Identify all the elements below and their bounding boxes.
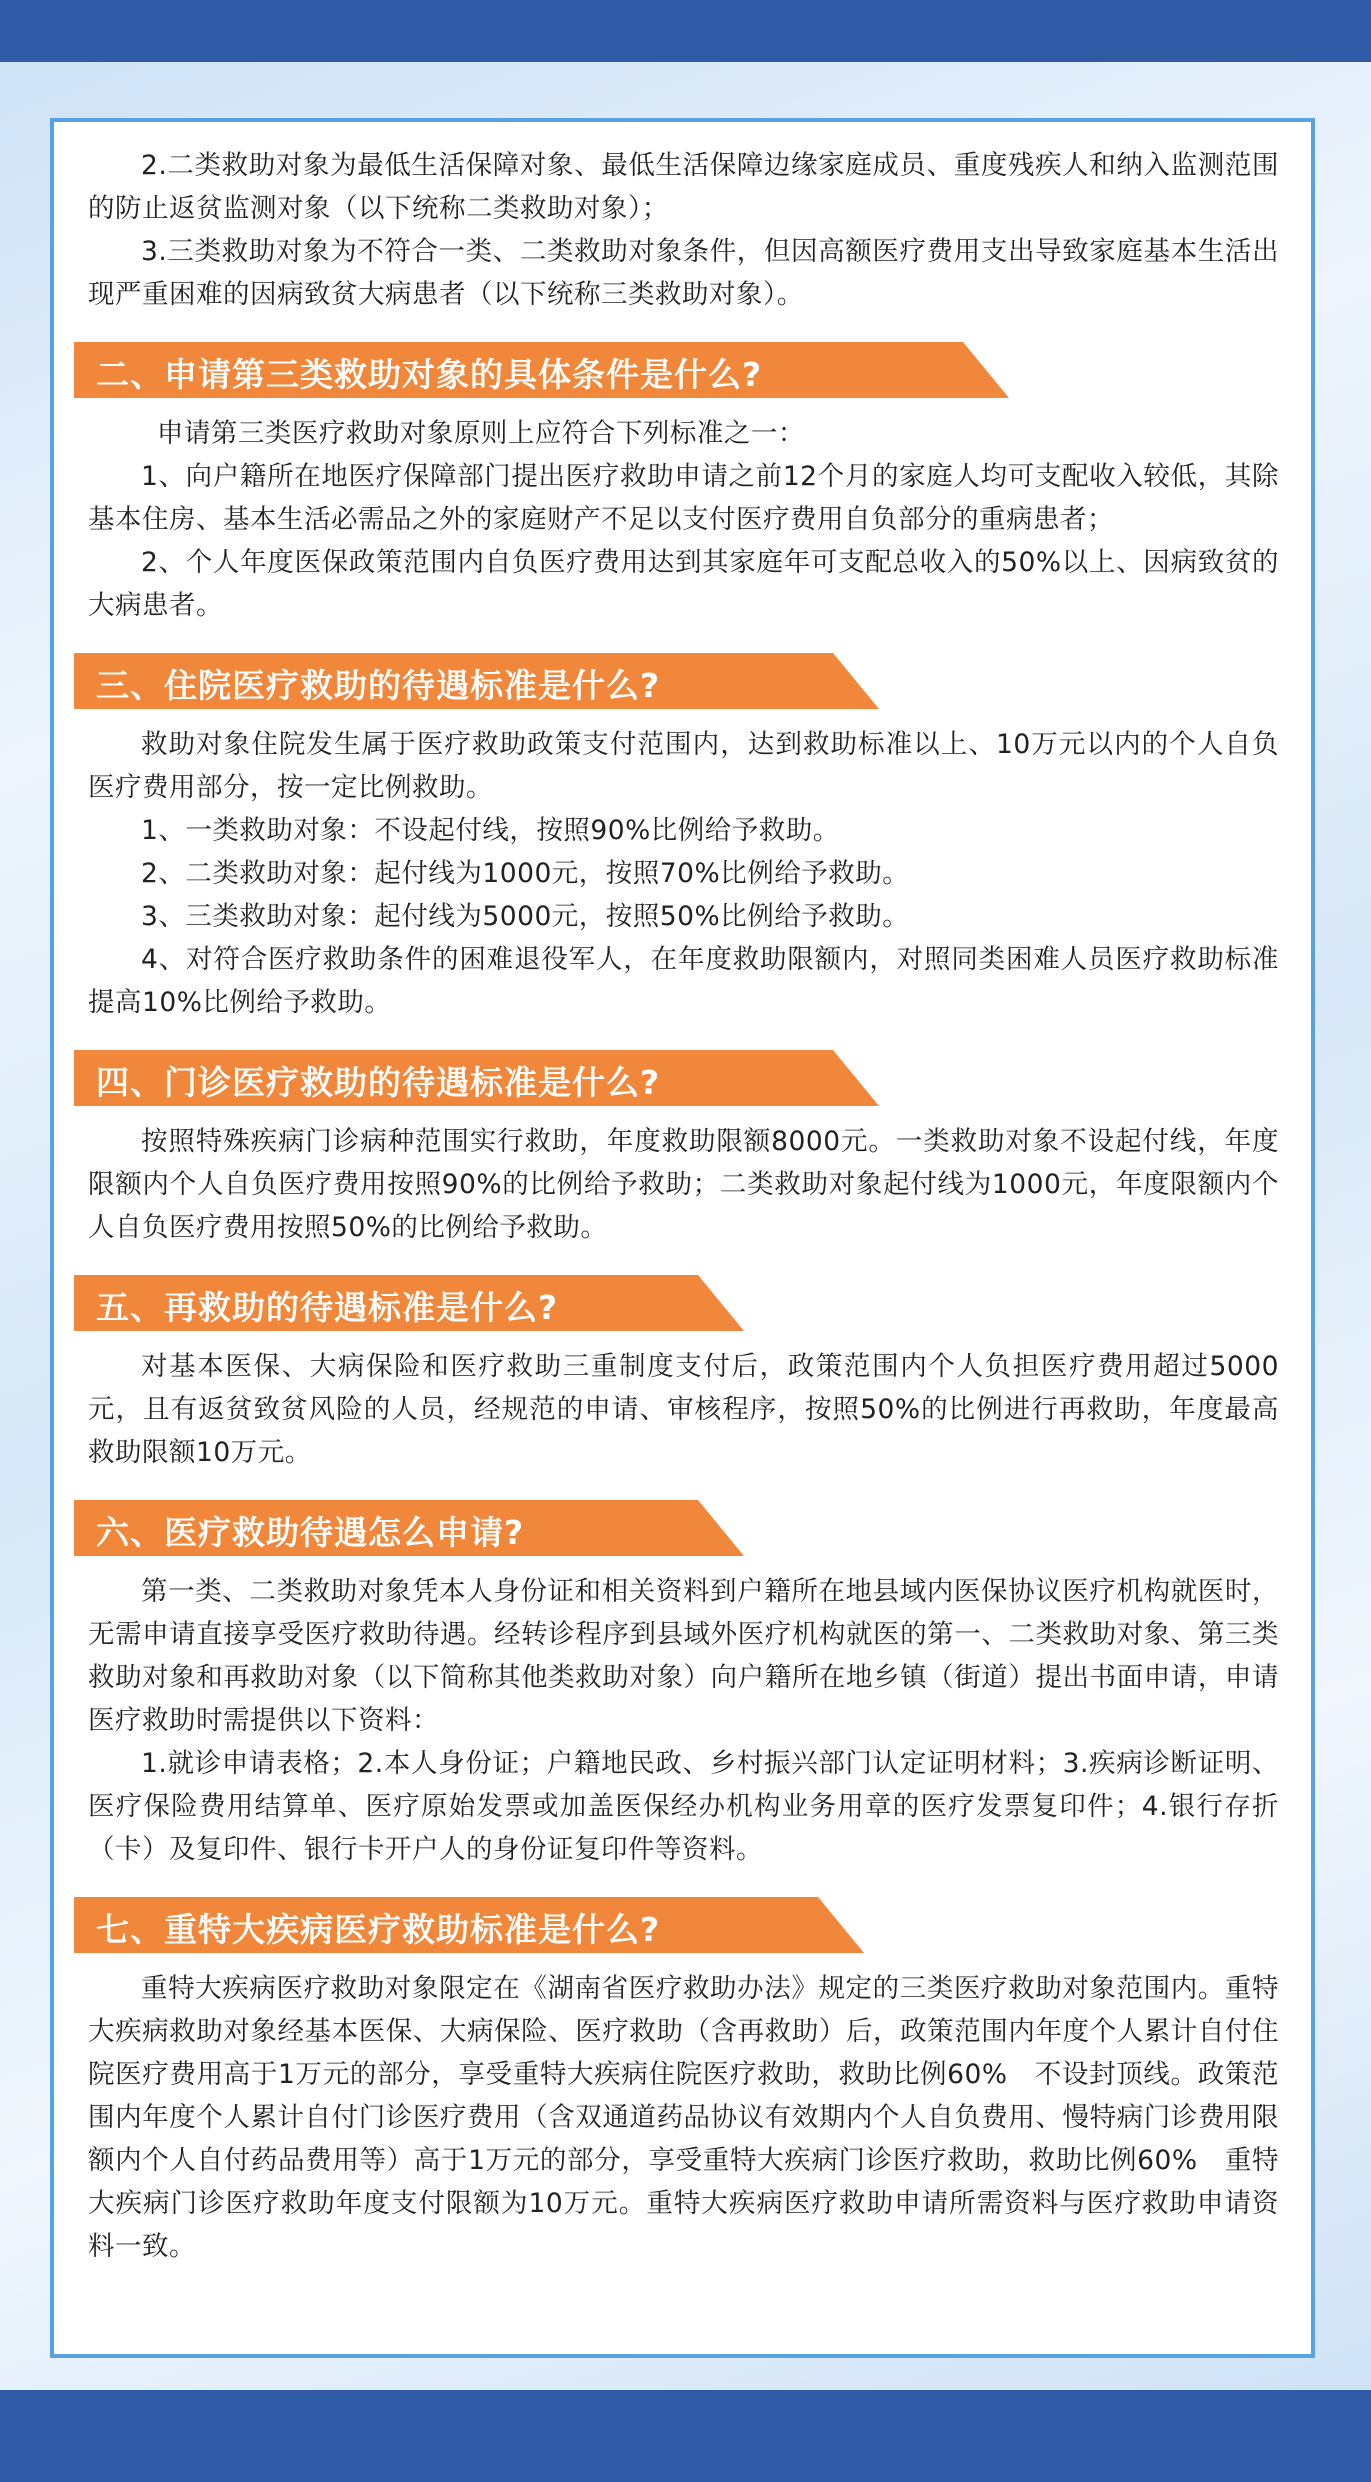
section-title: 三、住院医疗救助的待遇标准是什么? — [96, 666, 661, 705]
section-paragraph: 对基本医保、大病保险和医疗救助三重制度支付后，政策范围内个人负担医疗费用超过5000元，且有返贫致贫风险的人员，经规范的申请、审核程序，按照50%的比例进行再救助，年度最高救助限额10万元。 — [88, 1351, 1279, 1468]
section-paragraph: 重特大疾病医疗救助对象限定在《湖南省医疗救助办法》规定的三类医疗救助对象范围内。重特大疾病救助对象经基本医保、大病保险、医疗救助（含再救助）后，政策范围内年度个人累计自付住院医疗费用高于1万元的部分，享受重特大疾病住院医疗救助，救助比例60% 不设封顶线。政策范围内年度个人累计自付门诊医疗费用（含双通道药品协议有效期内个人自负费用、慢特病门诊费用限额内个人自付药品费用等）高于1万元的部分，享受重特大疾病门诊医疗救助，救助比例60% 重特大疾病门诊医疗救助年度支付限额为10万元。重特大疾病医疗救助申请所需资料与医疗救助申请资料一致。 — [88, 1973, 1279, 2262]
intro-paragraph-3: 3.三类救助对象为不符合一类、二类救助对象条件，但因高额医疗费用支出导致家庭基本生活出现严重困难的因病致贫大病患者（以下统称三类救助对象）。 — [88, 236, 1279, 310]
section-paragraph: 第一类、二类救助对象凭本人身份证和相关资料到户籍所在地县域内医保协议医疗机构就医时，无需申请直接享受医疗救助待遇。经转诊程序到县域外医疗机构就医的第一、二类救助对象、第三类救助对象和再救助对象（以下简称其他类救助对象）向户籍所在地乡镇（街道）提出书面申请，申请医疗救助时需提供以下资料： — [88, 1576, 1279, 1736]
section-title: 七、重特大疾病医疗救助标准是什么? — [96, 1910, 661, 1949]
section-heading-5 — [74, 1275, 744, 1331]
bottom-band — [0, 2390, 1371, 2482]
intro-paragraph-2: 2.二类救助对象为最低生活保障对象、最低生活保障边缘家庭成员、重度残疾人和纳入监测范围的防止返贫监测对象（以下统称二类救助对象）； — [88, 150, 1279, 224]
section-paragraph: 1、一类救助对象：不设起付线，按照90%比例给予救助。 — [141, 815, 840, 846]
section-title: 二、申请第三类救助对象的具体条件是什么? — [96, 355, 763, 394]
section-heading-6 — [74, 1500, 744, 1556]
section-heading-7 — [74, 1897, 864, 1953]
section-paragraph: 3、三类救助对象：起付线为5000元，按照50%比例给予救助。 — [141, 901, 910, 932]
section-paragraph: 按照特殊疾病门诊病种范围实行救助，年度救助限额8000元。一类救助对象不设起付线，年度限额内个人自负医疗费用按照90%的比例给予救助；二类救助对象起付线为1000元，年度限额内个人自负医疗费用按照50%的比例给予救助。 — [88, 1126, 1279, 1243]
section-title: 四、门诊医疗救助的待遇标准是什么? — [96, 1063, 661, 1102]
top-band — [0, 0, 1371, 62]
section-heading-4 — [74, 1050, 879, 1106]
section-title: 五、再救助的待遇标准是什么? — [96, 1288, 559, 1327]
section-heading-2 — [74, 342, 1009, 398]
section-paragraph: 2、个人年度医保政策范围内自负医疗费用达到其家庭年可支配总收入的50%以上、因病致贫的大病患者。 — [88, 547, 1279, 621]
content-panel — [50, 118, 1315, 2358]
section-heading-3 — [74, 653, 879, 709]
section-title: 六、医疗救助待遇怎么申请? — [96, 1513, 525, 1552]
section-paragraph: 4、对符合医疗救助条件的困难退役军人，在年度救助限额内，对照同类困难人员医疗救助标准提高10%比例给予救助。 — [88, 944, 1279, 1018]
section-paragraph: 1.就诊申请表格；2.本人身份证；户籍地民政、乡村振兴部门认定证明材料；3.疾病诊断证明、医疗保险费用结算单、医疗原始发票或加盖医保经办机构业务用章的医疗发票复印件；4.银行存折（卡）及复印件、银行卡开户人的身份证复印件等资料。 — [88, 1748, 1279, 1865]
section-paragraph: 救助对象住院发生属于医疗救助政策支付范围内，达到救助标准以上、10万元以内的个人自负医疗费用部分，按一定比例救助。 — [88, 729, 1279, 803]
section-paragraph: 申请第三类医疗救助对象原则上应符合下列标准之一： — [156, 418, 805, 449]
section-paragraph: 2、二类救助对象：起付线为1000元，按照70%比例给予救助。 — [141, 858, 910, 889]
section-paragraph: 1、向户籍所在地医疗保障部门提出医疗救助申请之前12个月的家庭人均可支配收入较低，其除基本住房、基本生活必需品之外的家庭财产不足以支付医疗费用自负部分的重病患者； — [88, 461, 1279, 535]
